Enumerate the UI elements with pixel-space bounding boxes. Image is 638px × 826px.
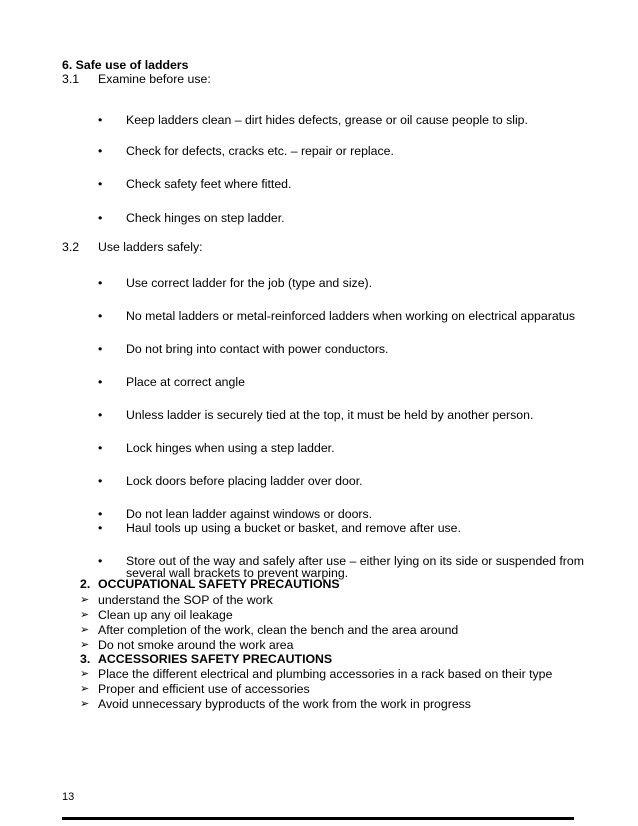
- page-number: 13: [62, 791, 75, 803]
- list-item-text: Use correct ladder for the job (type and size).: [126, 276, 373, 290]
- list-item-text: Haul tools up using a bucket or basket, and remove after use.: [126, 521, 461, 535]
- section-number: 3.: [80, 652, 91, 666]
- list-item-text: Do not lean ladder against windows or doors.: [126, 507, 373, 521]
- arrow-bullet-icon: ➢: [80, 609, 90, 621]
- bullet-icon: •: [98, 309, 103, 323]
- arrow-bullet-icon: ➢: [80, 624, 90, 636]
- list-item-text-continued: several wall brackets to prevent warping.: [126, 566, 349, 580]
- list-item-text: Do not bring into contact with power conductors.: [126, 342, 389, 356]
- footer-rule: [62, 817, 574, 820]
- list-item-text: Place the different electrical and plumbing accessories in a rack based on their type: [98, 667, 553, 681]
- section-title: ACCESSORIES SAFETY PRECAUTIONS: [98, 652, 333, 666]
- section-number: 2.: [80, 577, 91, 591]
- bullet-icon: •: [98, 474, 103, 488]
- bullet-icon: •: [98, 113, 103, 127]
- section-heading: 6. Safe use of ladders: [62, 58, 189, 72]
- arrow-bullet-icon: ➢: [80, 668, 90, 680]
- list-item-text: Clean up any oil leakage: [98, 608, 233, 622]
- list-item-text: No metal ladders or metal-reinforced ladders when working on electrical apparatus: [126, 309, 576, 323]
- list-item-text: Check for defects, cracks etc. – repair or replace.: [126, 144, 394, 158]
- list-item-text: Lock hinges when using a step ladder.: [126, 441, 335, 455]
- subsection-title: Examine before use:: [98, 72, 211, 86]
- list-item-text: Store out of the way and safely after use – either lying on its side or suspended from: [126, 554, 584, 568]
- subsection-number: 3.2: [62, 240, 80, 254]
- subsection-number: 3.1: [62, 72, 80, 86]
- bullet-icon: •: [98, 211, 103, 225]
- list-item-text: understand the SOP of the work: [98, 593, 273, 607]
- bullet-icon: •: [98, 375, 103, 389]
- arrow-bullet-icon: ➢: [80, 683, 90, 695]
- bullet-icon: •: [98, 441, 103, 455]
- bullet-icon: •: [98, 507, 103, 521]
- list-item-text: Lock doors before placing ladder over door.: [126, 474, 363, 488]
- list-item-text: Do not smoke around the work area: [98, 638, 294, 652]
- bullet-icon: •: [98, 554, 103, 568]
- arrow-bullet-icon: ➢: [80, 594, 90, 606]
- arrow-bullet-icon: ➢: [80, 698, 90, 710]
- list-item-text: Unless ladder is securely tied at the top, it must be held by another person.: [126, 408, 534, 422]
- list-item-text: Keep ladders clean – dirt hides defects, grease or oil cause people to slip.: [126, 113, 528, 127]
- list-item-text: Check safety feet where fitted.: [126, 177, 292, 191]
- bullet-icon: •: [98, 177, 103, 191]
- bullet-icon: •: [98, 408, 103, 422]
- list-item-text: After completion of the work, clean the bench and the area around: [98, 623, 459, 637]
- list-item-text: Place at correct angle: [126, 375, 245, 389]
- section-title: OCCUPATIONAL SAFETY PRECAUTIONS: [98, 577, 340, 591]
- bullet-icon: •: [98, 276, 103, 290]
- list-item-text: Proper and efficient use of accessories: [98, 682, 310, 696]
- list-item-text: Avoid unnecessary byproducts of the work from the work in progress: [98, 697, 471, 711]
- bullet-icon: •: [98, 521, 103, 535]
- bullet-icon: •: [98, 342, 103, 356]
- arrow-bullet-icon: ➢: [80, 639, 90, 651]
- list-item-text: Check hinges on step ladder.: [126, 211, 285, 225]
- bullet-icon: •: [98, 144, 103, 158]
- subsection-title: Use ladders safely:: [98, 240, 203, 254]
